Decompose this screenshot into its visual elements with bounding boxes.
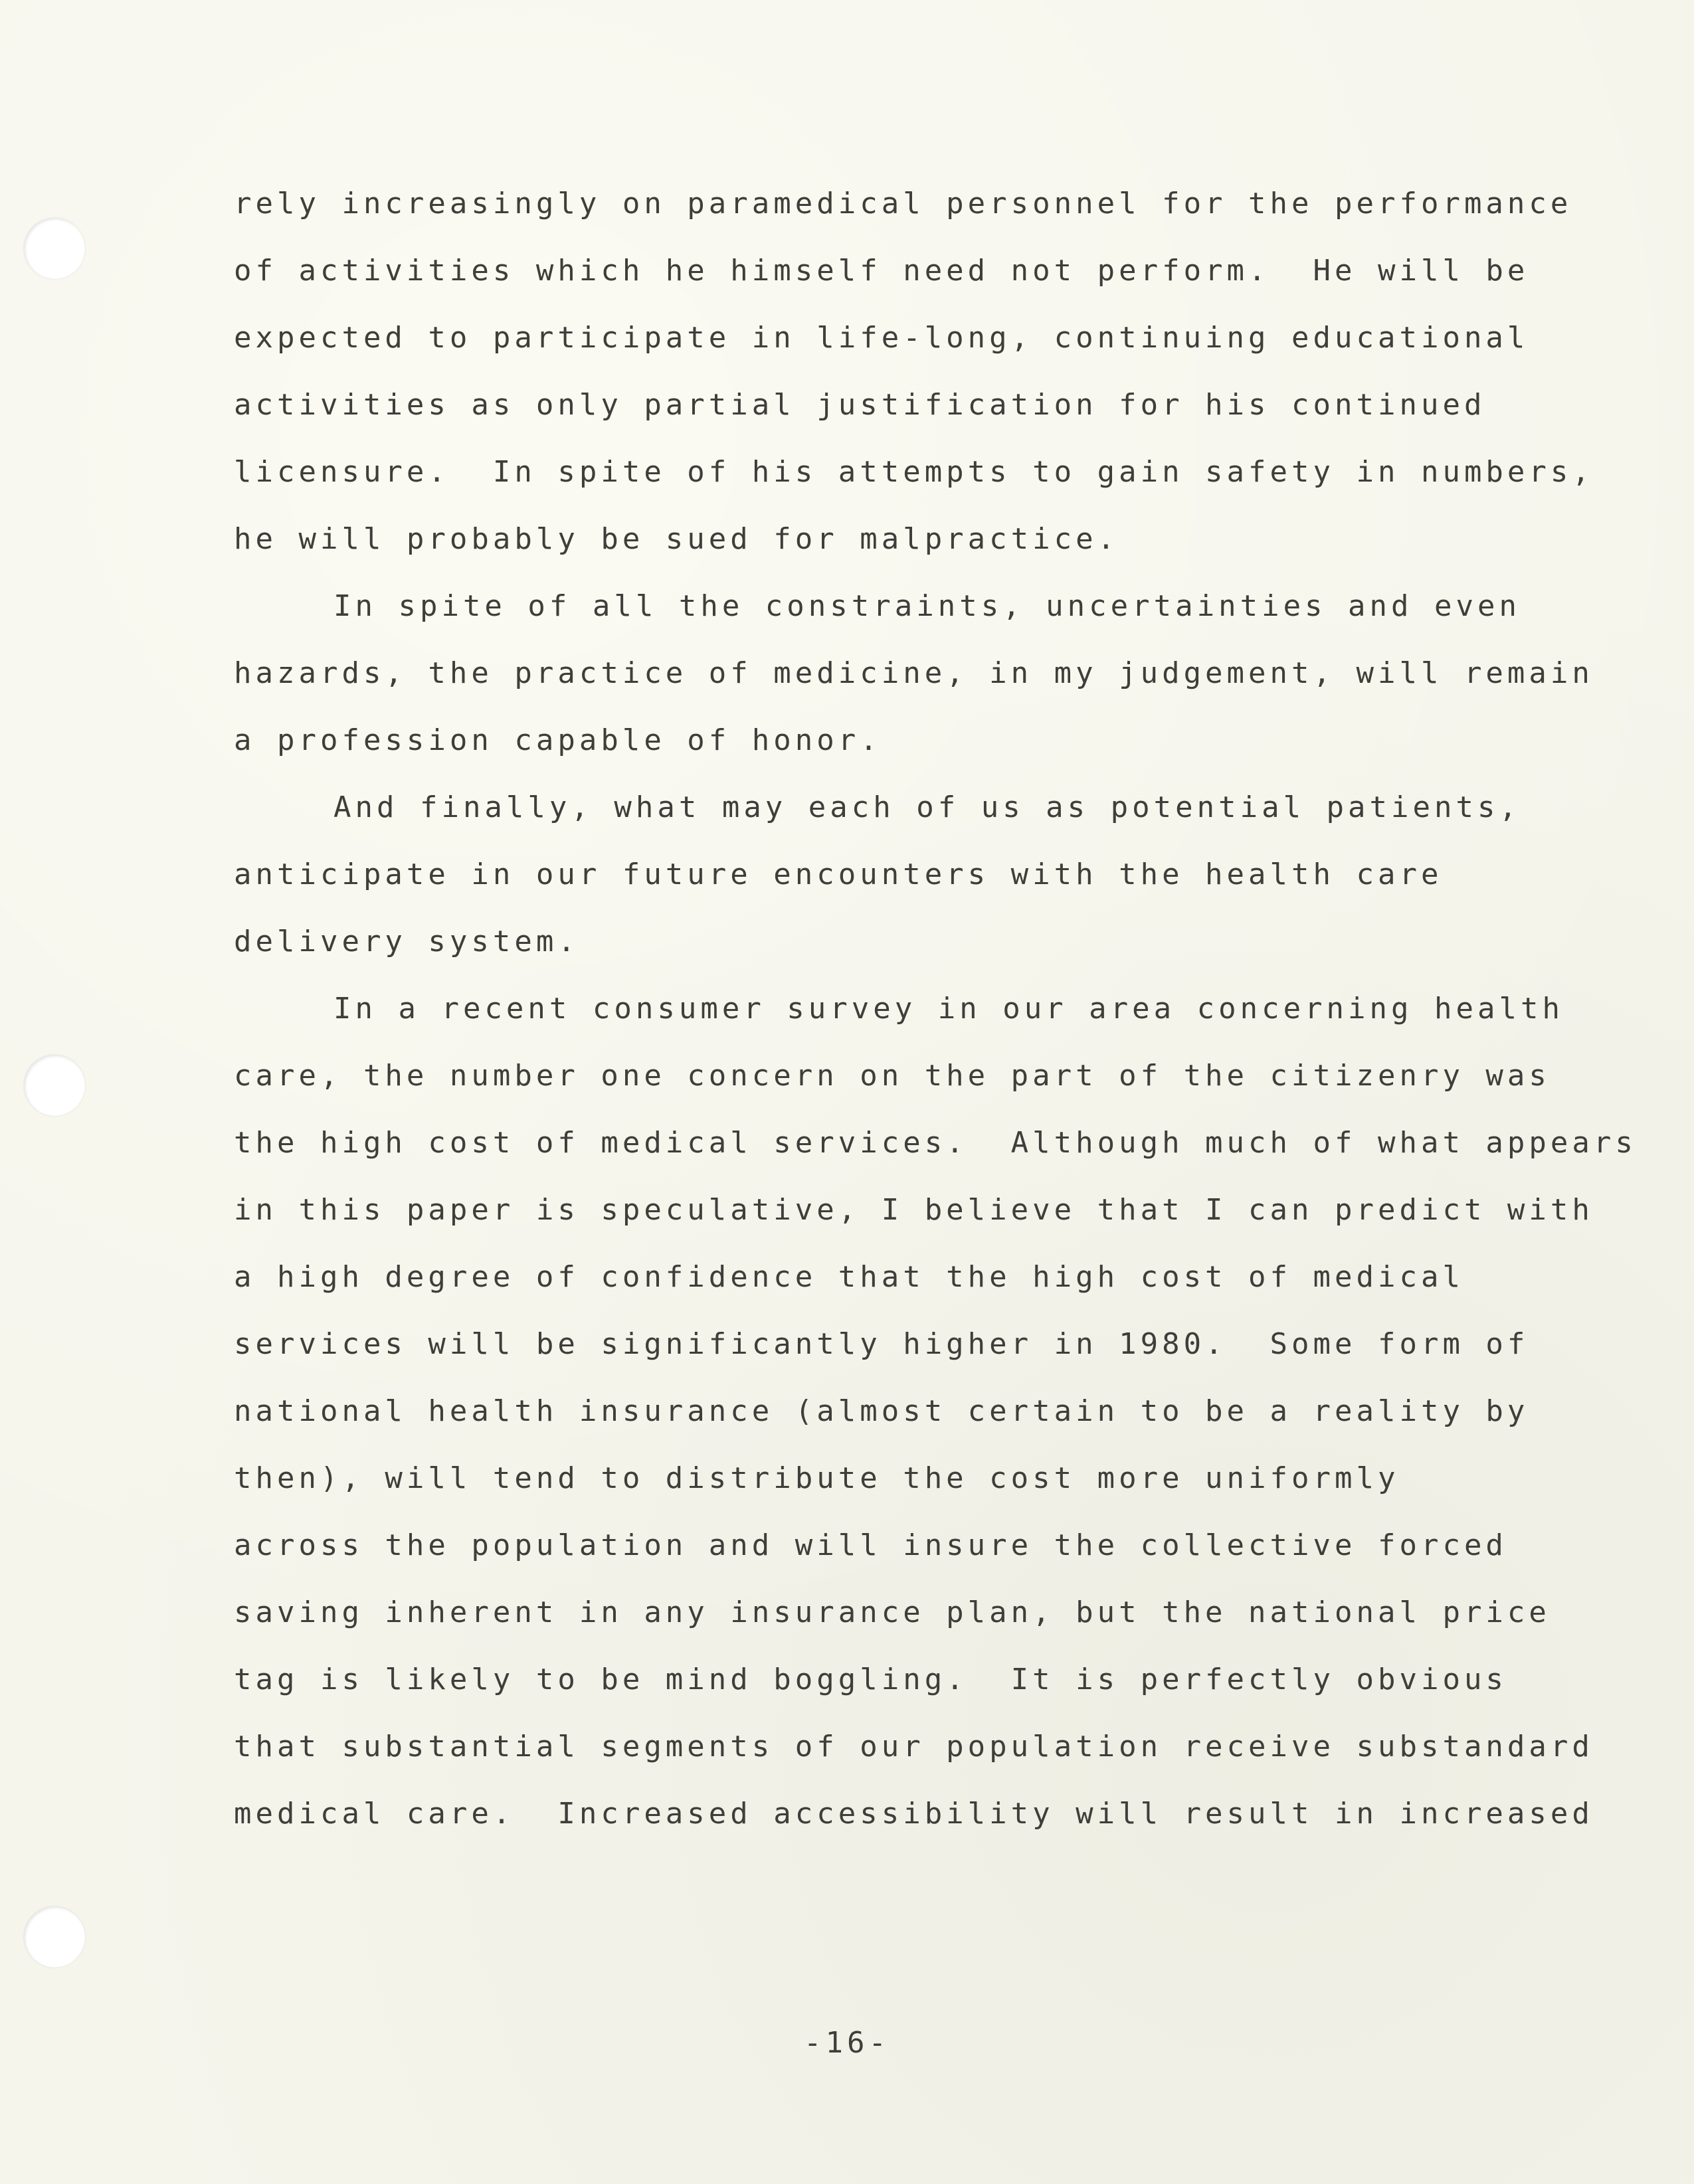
text-line: of activities which he himself need not perform. He will be — [234, 254, 1529, 288]
text-line: tag is likely to be mind boggling. It is perfectly obvious — [234, 1663, 1507, 1696]
text-line: expected to participate in life-long, continuing educational — [234, 321, 1529, 355]
text-line: delivery system. — [234, 925, 579, 958]
paragraph-start-line: In a recent consumer survey in our area concerning health — [333, 992, 1564, 1026]
text-line: national health insurance (almost certain to be a reality by — [234, 1394, 1529, 1428]
text-line: activities as only partial justification for his continued — [234, 388, 1486, 422]
text-line: care, the number one concern on the part of the citizenry was — [234, 1059, 1551, 1093]
paragraph-start-line: In spite of all the constraints, uncertainties and even — [333, 589, 1521, 623]
text-line: a high degree of confidence that the high cost of medical — [234, 1260, 1464, 1294]
text-line: saving inherent in any insurance plan, but the national price — [234, 1595, 1551, 1629]
text-line: licensure. In spite of his attempts to gain safety in numbers, — [234, 455, 1594, 489]
page-number: -16- — [804, 2026, 890, 2060]
text-line: a profession capable of honor. — [234, 723, 882, 757]
text-line: hazards, the practice of medicine, in my judgement, will remain — [234, 656, 1594, 690]
text-line: anticipate in our future encounters with the health care — [234, 858, 1443, 891]
paragraph-start-line: And finally, what may each of us as potential patients, — [333, 790, 1521, 824]
text-line: rely increasingly on paramedical personnel for the performance — [234, 187, 1572, 221]
binder-hole-middle — [24, 1055, 85, 1116]
text-line: medical care. Increased accessibility will result in increased — [234, 1797, 1594, 1831]
text-line: he will probably be sued for malpractice. — [234, 522, 1119, 556]
text-line: across the population and will insure the collective forced — [234, 1528, 1507, 1562]
text-line: the high cost of medical services. Although much of what appears — [234, 1126, 1637, 1160]
binder-hole-top — [24, 218, 85, 279]
binder-hole-bottom — [24, 1906, 85, 1967]
text-line: services will be significantly higher in 1980. Some form of — [234, 1327, 1529, 1361]
text-line: in this paper is speculative, I believe that I can predict with — [234, 1193, 1594, 1227]
body-text — [234, 170, 1637, 1847]
text-line: then), will tend to distribute the cost more uniformly — [234, 1461, 1400, 1495]
text-line: that substantial segments of our population receive substandard — [234, 1730, 1594, 1764]
